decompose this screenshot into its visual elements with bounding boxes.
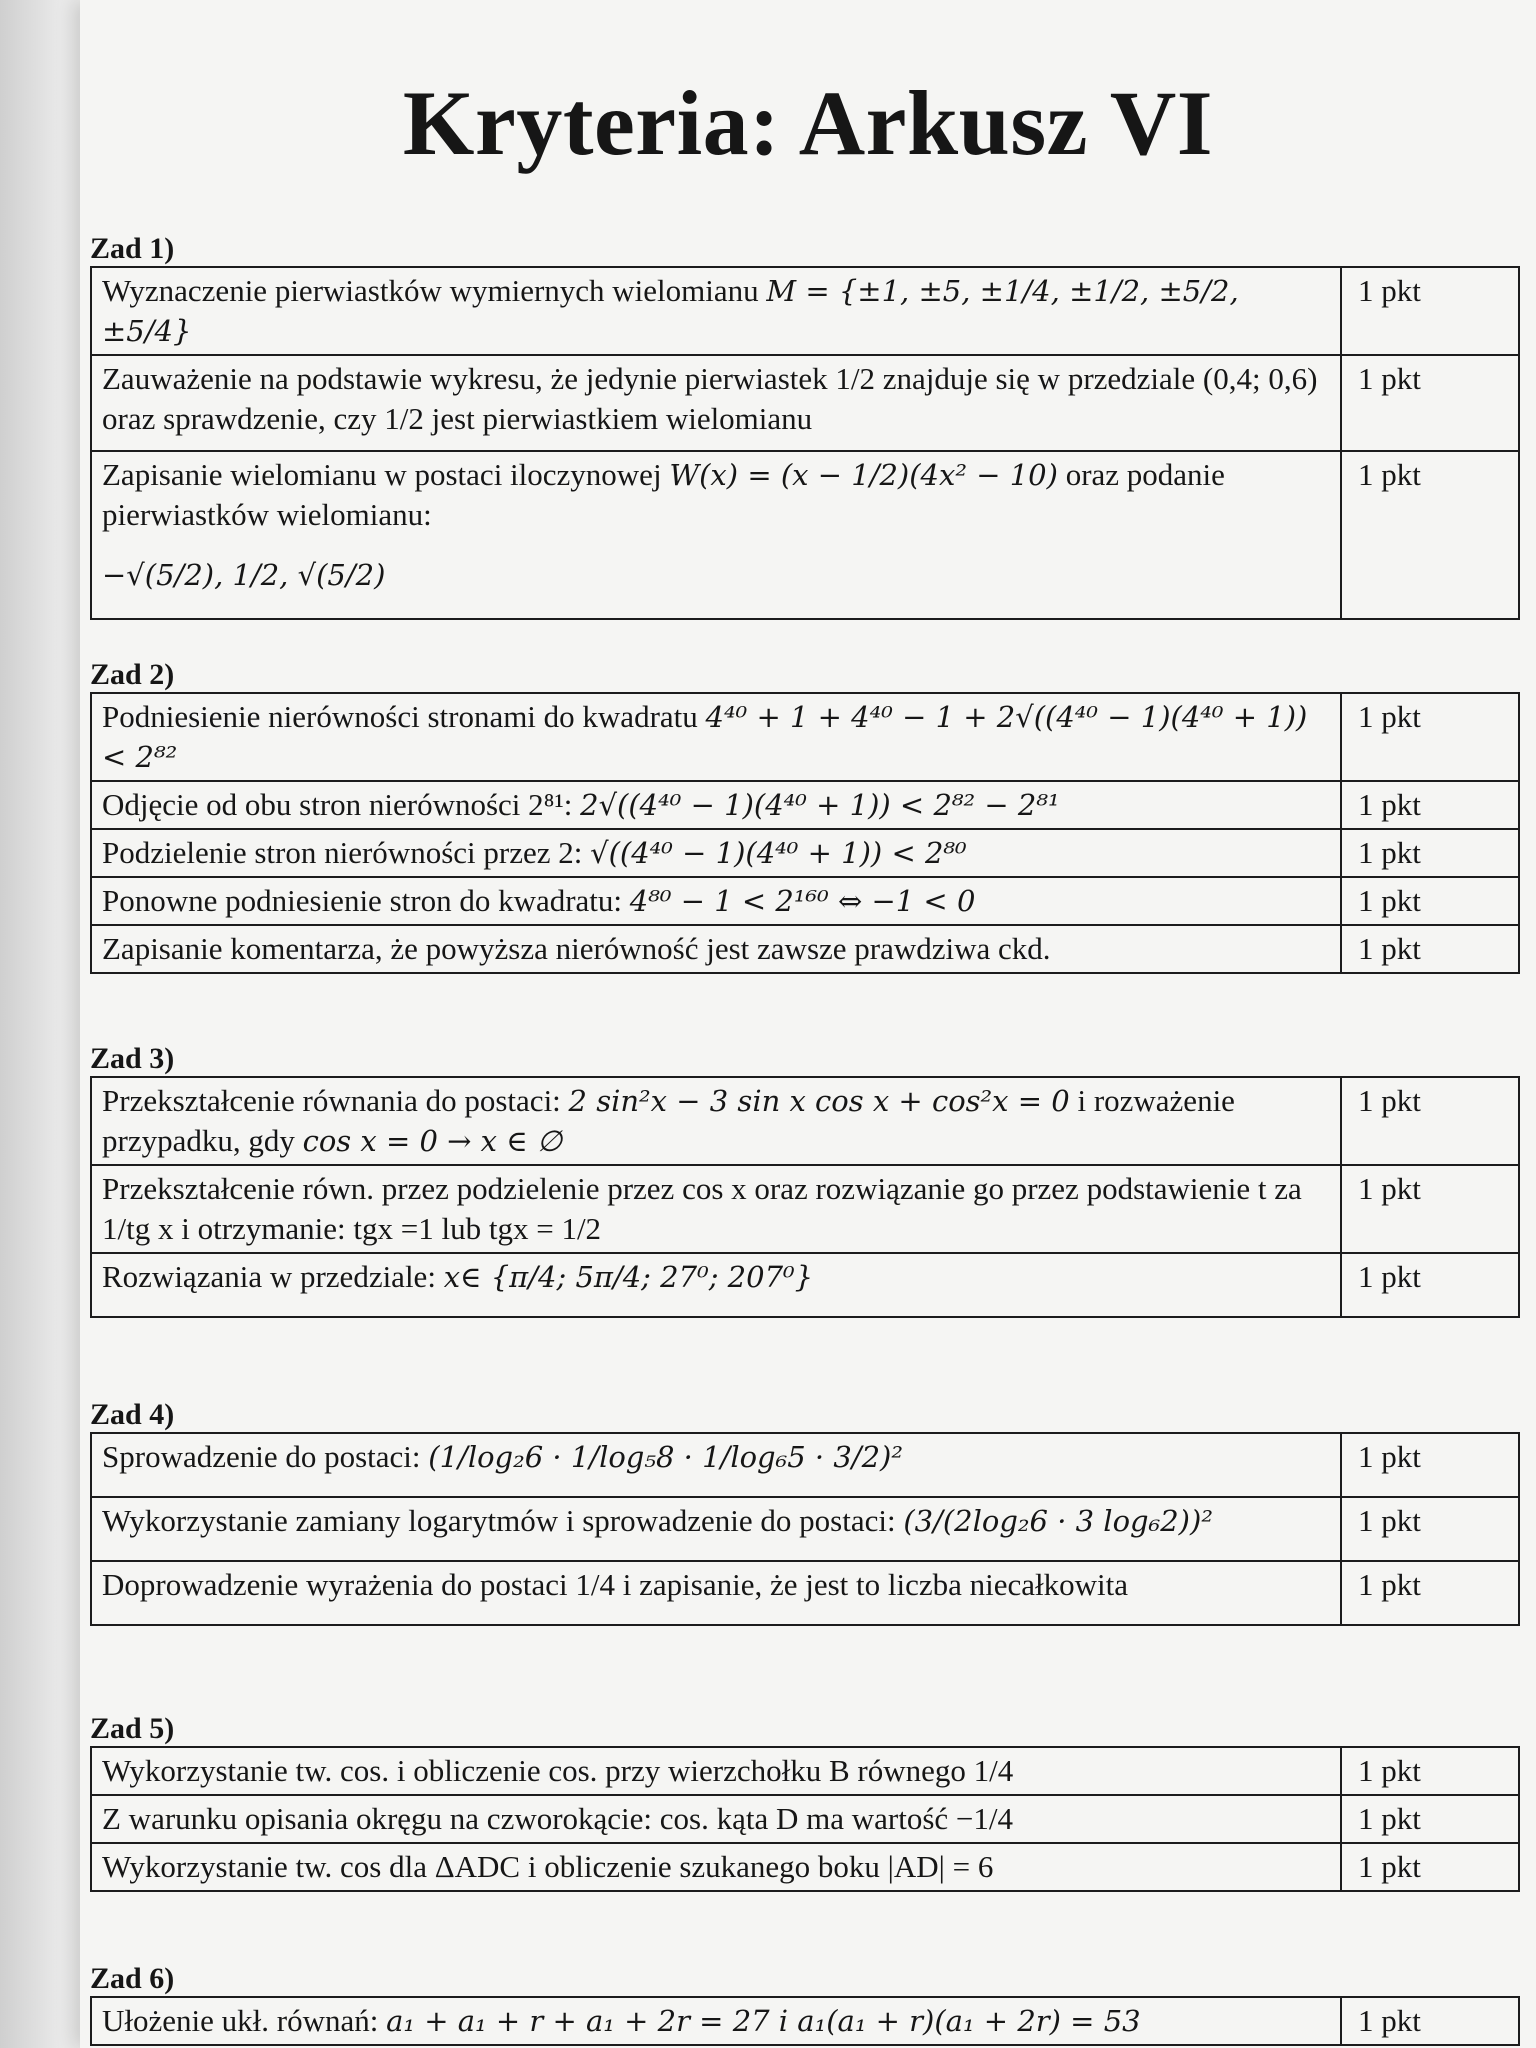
criterion-cell bbox=[91, 355, 1341, 451]
zad6-label: Zad 6) bbox=[90, 1962, 175, 1995]
criterion-cell bbox=[91, 877, 1341, 925]
zad2-table bbox=[90, 692, 1520, 974]
zad5-table bbox=[90, 1746, 1520, 1892]
criterion-cell bbox=[91, 451, 1341, 619]
points-cell: 1 pkt bbox=[1341, 693, 1519, 781]
points-cell: 1 pkt bbox=[1341, 1077, 1519, 1165]
table-row bbox=[91, 693, 1519, 781]
zad6-table bbox=[90, 1996, 1520, 2046]
table-row bbox=[91, 1433, 1519, 1497]
points-cell: 1 pkt bbox=[1341, 451, 1519, 619]
zad5-label: Zad 5) bbox=[90, 1712, 175, 1745]
criterion-math: (3/(2log₂6 · 3 log₆2))² bbox=[903, 1504, 1213, 1538]
table-row bbox=[91, 1561, 1519, 1625]
criterion-math: 2 sin²x − 3 sin x cos x + cos²x = 0 bbox=[568, 1084, 1070, 1118]
table-row bbox=[91, 1165, 1519, 1253]
points-cell: 1 pkt bbox=[1341, 1561, 1519, 1625]
criterion-math: M = {±1, ±5, ±1/4, ±1/2, ±5/2, ±5/4} bbox=[102, 274, 1239, 348]
criterion-cell: Z warunku opisania okręgu na czworokącie: cos. kąta D ma wartość −1/4 bbox=[91, 1795, 1341, 1843]
table-row bbox=[91, 1497, 1519, 1561]
criterion-cell bbox=[91, 1497, 1341, 1561]
criterion-math: √((4⁴⁰ − 1)(4⁴⁰ + 1)) < 2⁸⁰ bbox=[590, 836, 967, 870]
table-row bbox=[91, 781, 1519, 829]
points-cell: 1 pkt bbox=[1341, 267, 1519, 355]
zad1-table bbox=[90, 266, 1520, 620]
points-cell: 1 pkt bbox=[1341, 1497, 1519, 1561]
criterion-math: x∈ {π/4; 5π/4; 27⁰; 207⁰} bbox=[443, 1260, 814, 1294]
table-row bbox=[91, 925, 1519, 973]
table-row bbox=[91, 451, 1519, 619]
criterion-text: Przekształcenie równania do postaci: bbox=[102, 1083, 561, 1118]
zad2-label: Zad 2) bbox=[90, 658, 175, 691]
criterion-text: Sprowadzenie do postaci: bbox=[102, 1439, 421, 1474]
criterion-cell bbox=[91, 1997, 1341, 2045]
criterion-text: Wyznaczenie pierwiastków wymiernych wielomianu bbox=[102, 273, 759, 308]
points-cell: 1 pkt bbox=[1341, 1997, 1519, 2045]
table-row bbox=[91, 267, 1519, 355]
table-row bbox=[91, 1843, 1519, 1891]
criterion-cell bbox=[91, 829, 1341, 877]
criterion-cell bbox=[91, 1561, 1341, 1625]
table-row bbox=[91, 1795, 1519, 1843]
criterion-text: Podzielenie stron nierówności przez 2: bbox=[102, 835, 583, 870]
criterion-text: Ponowne podniesienie stron do kwadratu: bbox=[102, 883, 623, 918]
points-cell: 1 pkt bbox=[1341, 1843, 1519, 1891]
points-cell: 1 pkt bbox=[1341, 355, 1519, 451]
criterion-math: W(x) = (x − 1/2)(4x² − 10) bbox=[669, 458, 1058, 492]
zad3-section bbox=[90, 1042, 1520, 1318]
document-page bbox=[80, 0, 1536, 2048]
criterion-math: a₁ + a₁ + r + a₁ + 2r = 27 i a₁(a₁ + r)(a₁ + 2r) = 53 bbox=[386, 2004, 1141, 2038]
zad5-section bbox=[90, 1712, 1520, 1892]
zad2-section bbox=[90, 658, 1520, 974]
criterion-math-2: −√(5/2), 1/2, √(5/2) bbox=[102, 558, 386, 592]
zad6-section bbox=[90, 1962, 1520, 2046]
criterion-text: Przekształcenie równ. przez podzielenie przez cos x oraz rozwiązanie go przez podstawienie t za 1/tg x i otrzymanie: tgx =1 lub tgx = 1/2 bbox=[102, 1171, 1302, 1246]
points-cell: 1 pkt bbox=[1341, 1747, 1519, 1795]
table-row bbox=[91, 1997, 1519, 2045]
criterion-cell bbox=[91, 1165, 1341, 1253]
points-cell: 1 pkt bbox=[1341, 877, 1519, 925]
criterion-text-2: i rozważenie przypadku, gdy bbox=[102, 1083, 1235, 1158]
zad3-label: Zad 3) bbox=[90, 1042, 175, 1075]
criterion-text: Doprowadzenie wyrażenia do postaci 1/4 i zapisanie, że jest to liczba niecałkowita bbox=[102, 1567, 1129, 1602]
page-title: Kryteria: Arkusz VI bbox=[402, 72, 1214, 174]
points-cell: 1 pkt bbox=[1341, 829, 1519, 877]
criterion-cell bbox=[91, 693, 1341, 781]
criterion-cell bbox=[91, 1077, 1341, 1165]
criterion-text: Zapisanie wielomianu w postaci iloczynowej bbox=[102, 457, 662, 492]
criterion-text: Wykorzystanie zamiany logarytmów i sprowadzenie do postaci: bbox=[102, 1503, 896, 1538]
criterion-text: Odjęcie od obu stron nierówności 2⁸¹: bbox=[102, 787, 573, 822]
zad4-section bbox=[90, 1398, 1520, 1626]
table-row bbox=[91, 877, 1519, 925]
table-row bbox=[91, 1747, 1519, 1795]
zad4-label: Zad 4) bbox=[90, 1398, 175, 1431]
criterion-cell: Wykorzystanie tw. cos. i obliczenie cos. przy wierzchołku B równego 1/4 bbox=[91, 1747, 1341, 1795]
table-row bbox=[91, 355, 1519, 451]
criterion-cell: Wykorzystanie tw. cos dla ΔADC i obliczenie szukanego boku |AD| = 6 bbox=[91, 1843, 1341, 1891]
table-row bbox=[91, 829, 1519, 877]
points-cell: 1 pkt bbox=[1341, 1795, 1519, 1843]
points-cell: 1 pkt bbox=[1341, 925, 1519, 973]
zad4-table bbox=[90, 1432, 1520, 1626]
criterion-math: 4⁸⁰ − 1 < 2¹⁶⁰ ⇔ −1 < 0 bbox=[629, 884, 976, 918]
criterion-math: (1/log₂6 · 1/log₅8 · 1/log₆5 · 3/2)² bbox=[428, 1440, 903, 1474]
zad3-table bbox=[90, 1076, 1520, 1318]
table-row bbox=[91, 1253, 1519, 1317]
criterion-math-2: cos x = 0 → x ∈ ∅ bbox=[302, 1124, 563, 1158]
points-cell: 1 pkt bbox=[1341, 1253, 1519, 1317]
criterion-math: 2√((4⁴⁰ − 1)(4⁴⁰ + 1)) < 2⁸² − 2⁸¹ bbox=[580, 788, 1060, 822]
criterion-text: Ułożenie ukł. równań: bbox=[102, 2003, 379, 2038]
criterion-text: Zauważenie na podstawie wykresu, że jedynie pierwiastek 1/2 znajduje się w przedziale (0,4; 0,6) oraz sprawdzenie, czy 1/2 jest pierwiastkiem wielomianu bbox=[102, 361, 1318, 436]
criterion-cell bbox=[91, 1433, 1341, 1497]
zad1-label: Zad 1) bbox=[90, 232, 175, 265]
criterion-math: 4⁴⁰ + 1 + 4⁴⁰ − 1 + 2√((4⁴⁰ − 1)(4⁴⁰ + 1)) < 2⁸² bbox=[102, 700, 1308, 774]
criterion-cell bbox=[91, 267, 1341, 355]
points-cell: 1 pkt bbox=[1341, 1165, 1519, 1253]
criterion-cell bbox=[91, 781, 1341, 829]
table-row bbox=[91, 1077, 1519, 1165]
points-cell: 1 pkt bbox=[1341, 781, 1519, 829]
criterion-cell bbox=[91, 1253, 1341, 1317]
points-cell: 1 pkt bbox=[1341, 1433, 1519, 1497]
criterion-cell: Zapisanie komentarza, że powyższa nierówność jest zawsze prawdziwa ckd. bbox=[91, 925, 1341, 973]
criterion-text: Rozwiązania w przedziale: bbox=[102, 1259, 436, 1294]
criterion-text-2: oraz podanie pierwiastków wielomianu: bbox=[102, 457, 1225, 532]
criterion-text: Podniesienie nierówności stronami do kwadratu bbox=[102, 699, 698, 734]
zad1-section bbox=[90, 232, 1520, 620]
